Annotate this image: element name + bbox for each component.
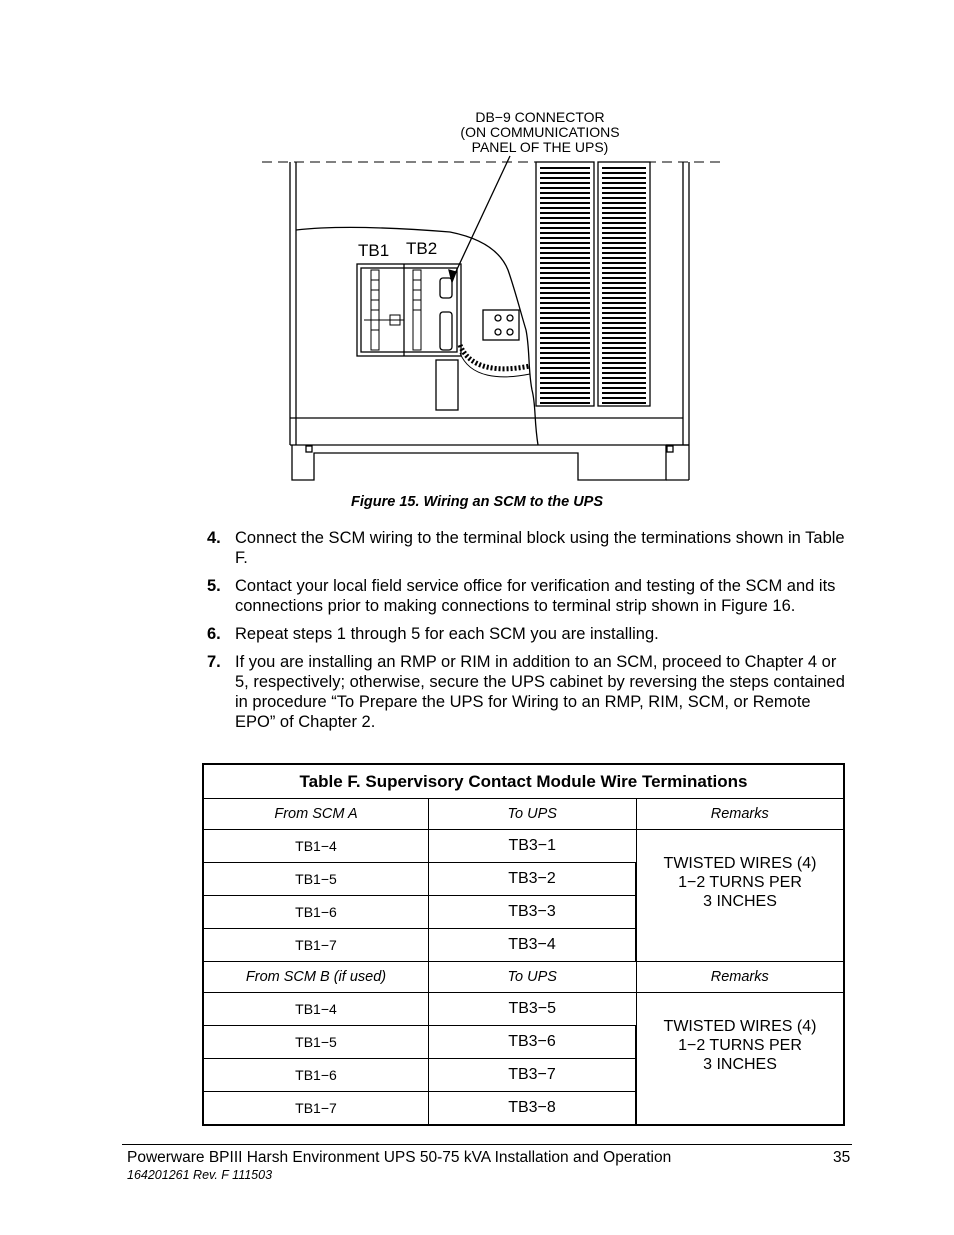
to-cell: TB3−2 <box>429 863 637 896</box>
to-cell: TB3−7 <box>429 1059 637 1092</box>
column-header: To UPS <box>429 799 637 830</box>
footer-title: Powerware BPIII Harsh Environment UPS 50-75 kVA Installation and Operation <box>127 1149 672 1166</box>
tb1-label: TB1 <box>358 241 390 260</box>
callout-line-1: DB−9 CONNECTOR <box>475 109 605 125</box>
remarks-cell <box>636 993 844 1126</box>
from-cell: TB1−6 <box>203 1059 429 1092</box>
to-cell: TB3−3 <box>429 896 637 929</box>
step-text: Contact your local field service office for verification and testing of the SCM and its connections prior to making connections to terminal strip shown in Figure 16. <box>235 577 836 615</box>
step-item <box>207 528 847 568</box>
from-cell: TB1−4 <box>203 993 429 1026</box>
to-cell: TB3−5 <box>429 993 637 1026</box>
remarks-line: 1−2 TURNS PER <box>678 874 802 891</box>
step-number: 5. <box>207 577 221 595</box>
remarks-line: TWISTED WIRES (4) <box>663 855 817 872</box>
remarks-cell <box>636 830 844 962</box>
to-cell: TB3−6 <box>429 1026 637 1059</box>
column-header: Remarks <box>636 962 844 993</box>
remarks-line: 3 INCHES <box>703 893 777 910</box>
to-cell: TB3−4 <box>429 929 637 962</box>
wire-terminations-table <box>202 763 845 1126</box>
remarks-line: 1−2 TURNS PER <box>678 1037 802 1054</box>
callout-line-2: (ON COMMUNICATIONS <box>460 124 620 140</box>
remarks-line: TWISTED WIRES (4) <box>663 1018 817 1035</box>
figure-15 <box>0 0 954 520</box>
step-item <box>207 576 847 616</box>
remarks-line: 3 INCHES <box>703 1056 777 1073</box>
step-list <box>207 528 847 740</box>
from-cell: TB1−7 <box>203 929 429 962</box>
from-cell: TB1−6 <box>203 896 429 929</box>
tb2-label: TB2 <box>406 239 438 258</box>
page-number: 35 <box>833 1149 851 1166</box>
step-text: Connect the SCM wiring to the terminal block using the terminations shown in Table F. <box>235 529 845 567</box>
table-row <box>203 993 844 1026</box>
db9-callout <box>440 110 640 155</box>
from-cell: TB1−5 <box>203 863 429 896</box>
from-cell: TB1−4 <box>203 830 429 863</box>
column-header: Remarks <box>636 799 844 830</box>
from-cell: TB1−7 <box>203 1092 429 1126</box>
column-header: To UPS <box>429 962 637 993</box>
table-title: Table F. Supervisory Contact Module Wire Terminations <box>203 764 844 799</box>
step-text: Repeat steps 1 through 5 for each SCM you are installing. <box>235 625 659 643</box>
step-item <box>207 652 847 732</box>
column-header: From SCM B (if used) <box>203 962 429 993</box>
figure-caption: Figure 15. Wiring an SCM to the UPS <box>350 494 604 510</box>
from-cell: TB1−5 <box>203 1026 429 1059</box>
step-number: 4. <box>207 529 221 547</box>
table-row <box>203 830 844 863</box>
step-number: 6. <box>207 625 221 643</box>
step-text: If you are installing an RMP or RIM in addition to an SCM, proceed to Chapter 4 or 5, respectively; otherwise, secure the UPS cabinet by reversing the steps contained in procedure “To Prepare the UPS for Wiring to an RMP, RIM, SCM, or Remote EPO” of Chapter 2. <box>235 653 845 731</box>
step-item <box>207 624 847 644</box>
to-cell: TB3−8 <box>429 1092 637 1126</box>
callout-line-3: PANEL OF THE UPS) <box>471 139 609 155</box>
to-cell: TB3−1 <box>429 830 637 863</box>
step-number: 7. <box>207 653 221 671</box>
ups-wiring-diagram <box>0 0 954 520</box>
document-revision: 164201261 Rev. F 111503 <box>127 1168 273 1182</box>
footer-divider <box>122 1144 852 1145</box>
column-header: From SCM A <box>203 799 429 830</box>
table-header-row <box>203 962 844 993</box>
table-header-row <box>203 799 844 830</box>
